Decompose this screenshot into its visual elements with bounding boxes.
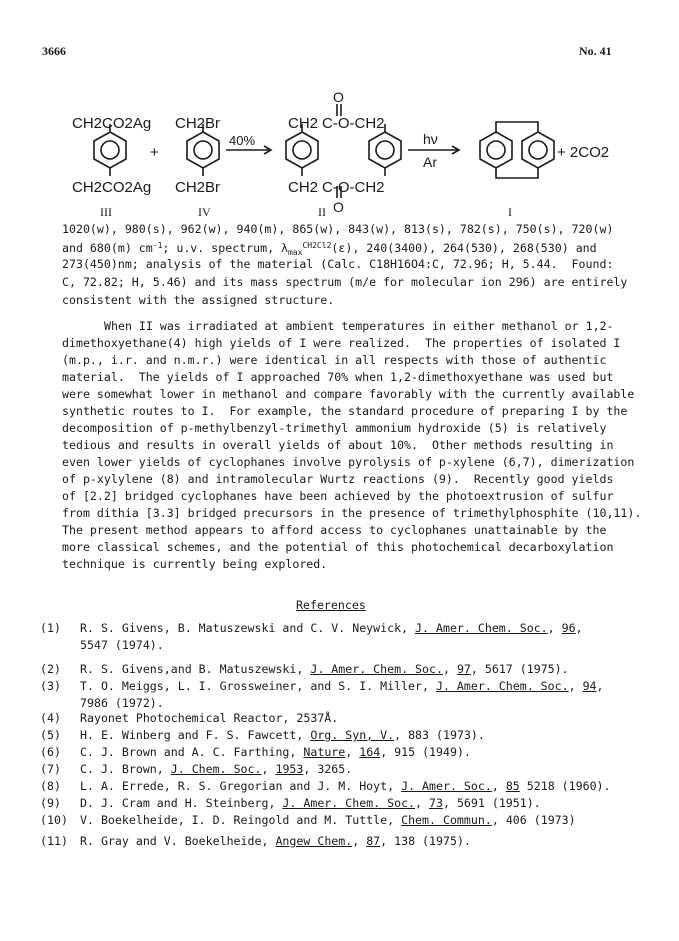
reference-text: V. Boekelheide, I. D. Reingold and M. Tuttle, Chem. Commun., 406 (1973)	[80, 813, 576, 827]
ar-label: Ar	[423, 154, 437, 170]
body-text-line: consistent with the assigned structure.	[62, 293, 335, 307]
reference-number: (11)	[40, 834, 68, 848]
body-text-line: from dithia [3.3] bridged precursors in the presence of trimethylphosphite (10,11).	[62, 506, 642, 520]
cmpd-ii-top-right: C-O-CH2	[322, 115, 385, 132]
body-text-line: of p-xylylene (8) and intramolecular Wurtz reactions (9). Recently good yields	[62, 472, 614, 486]
cmpd-ii-bottom-right: C-O-CH2	[322, 179, 385, 196]
body-text-line: even lower yields of cyclophanes involve pyrolysis of p-xylene (6,7), dimerization	[62, 455, 635, 469]
body-text-line: material. The yields of I approached 70% when 1,2-dimethoxyethane was used but	[62, 370, 614, 384]
plus-sign: +	[150, 144, 159, 161]
carbonyl-o-top: O	[333, 89, 344, 105]
cmpd-iii-top: CH2CO2Ag	[72, 115, 152, 132]
body-text-line: 1020(w), 980(s), 962(w), 940(m), 865(w), 843(w), 813(s), 782(s), 750(s), 720(w)	[62, 222, 614, 236]
reference-number: (7)	[40, 762, 61, 776]
hv-label: hν	[423, 131, 438, 147]
body-text-line: C, 72.82; H, 5.46) and its mass spectrum (m/e for molecular ion 296) are entirely	[62, 275, 628, 289]
reference-text: R. S. Givens, B. Matuszewski and C. V. Neywick, J. Amer. Chem. Soc., 96,	[80, 621, 583, 635]
body-text-line: 273(450)nm; analysis of the material (Calc. C18H16O4:C, 72.96; H, 5.44. Found:	[62, 257, 614, 271]
cmpd-ii-top-left: CH2	[288, 115, 319, 132]
reference-text: H. E. Winberg and F. S. Fawcett, Org. Syn, V., 883 (1973).	[80, 728, 485, 742]
reference-number: (8)	[40, 779, 61, 793]
body-text-line: (m.p., i.r. and n.m.r.) were identical in all respects with those of authentic	[62, 353, 607, 367]
co2-byproduct: + 2CO2	[557, 144, 610, 161]
reference-text-continuation: 5547 (1974).	[80, 638, 164, 652]
references-heading: References	[296, 598, 366, 612]
issue-number: No. 41	[579, 44, 612, 58]
cmpd-ii-bottom-left: CH2	[288, 179, 319, 196]
body-text-line: synthetic routes to I. For example, the standard procedure of preparing I by the	[62, 404, 628, 418]
reaction-scheme	[0, 0, 679, 220]
yield-label: 40%	[229, 133, 256, 148]
body-text-line: were somewhat lower in methanol and compare favorably with the currently available	[62, 387, 635, 401]
reference-text-continuation: 7986 (1972).	[80, 696, 164, 710]
reference-number: (3)	[40, 679, 61, 693]
reference-number: (9)	[40, 796, 61, 810]
reference-number: (10)	[40, 813, 68, 827]
label-iv: IV	[198, 205, 211, 219]
body-text-line: technique is currently being explored.	[62, 557, 328, 571]
body-text-line: dimethoxyethane(4) high yields of I were realized. The properties of isolated I	[62, 336, 621, 350]
body-text-line: When II was irradiated at ambient temperatures in either methanol or 1,2-	[104, 319, 614, 333]
carbonyl-o-bottom: O	[333, 199, 344, 215]
reference-text: L. A. Errede, R. S. Gregorian and J. M. Hoyt, J. Amer. Soc., 85 5218 (1960).	[80, 779, 611, 793]
reference-number: (6)	[40, 745, 61, 759]
cmpd-iv-top: CH2Br	[175, 115, 221, 132]
body-text-line: and 680(m) $cm^{-1}$; u.v. spectrum, $\lambda_{max}^{CH2Cl2}(\varepsilon)$, 240(3400), 264(530), 268(530) and	[62, 241, 597, 257]
page-number: 3666	[42, 44, 66, 58]
body-text-line: decomposition of p-methylbenzyl-trimethyl ammonium hydroxide (5) is relatively	[62, 421, 607, 435]
reference-text: R. S. Givens,and B. Matuszewski, J. Amer. Chem. Soc., 97, 5617 (1975).	[80, 662, 569, 676]
body-text-line: of [2.2] bridged cyclophanes have been achieved by the photoextrusion of sulfur	[62, 489, 614, 503]
body-text-line: The present method appears to afford access to cyclophanes unattainable by the	[62, 523, 607, 537]
reference-number: (4)	[40, 711, 61, 725]
label-ii: II	[318, 205, 326, 219]
body-text-line: more classical schemes, and the potential of this photochemical decarboxylation	[62, 540, 614, 554]
reference-number: (2)	[40, 662, 61, 676]
reference-text: C. J. Brown, J. Chem. Soc., 1953, 3265.	[80, 762, 353, 776]
reference-text: T. O. Meiggs, L. I. Grossweiner, and S. I. Miller, J. Amer. Chem. Soc., 94,	[80, 679, 604, 693]
reference-text: R. Gray and V. Boekelheide, Angew Chem., 87, 138 (1975).	[80, 834, 471, 848]
reference-number: (5)	[40, 728, 61, 742]
reference-number: (1)	[40, 621, 61, 635]
reference-text: Rayonet Photochemical Reactor, 2537Å.	[80, 711, 339, 725]
body-text-line: tedious and results in overall yields of about 10%. Other methods resulting in	[62, 438, 614, 452]
cmpd-iv-bottom: CH2Br	[175, 179, 221, 196]
cyclophane-i	[480, 122, 554, 178]
label-i: I	[508, 205, 512, 219]
cmpd-iii-bottom: CH2CO2Ag	[72, 179, 152, 196]
reference-text: C. J. Brown and A. C. Farthing, Nature, 164, 915 (1949).	[80, 745, 471, 759]
label-iii: III	[100, 205, 112, 219]
reference-text: D. J. Cram and H. Steinberg, J. Amer. Chem. Soc., 73, 5691 (1951).	[80, 796, 541, 810]
